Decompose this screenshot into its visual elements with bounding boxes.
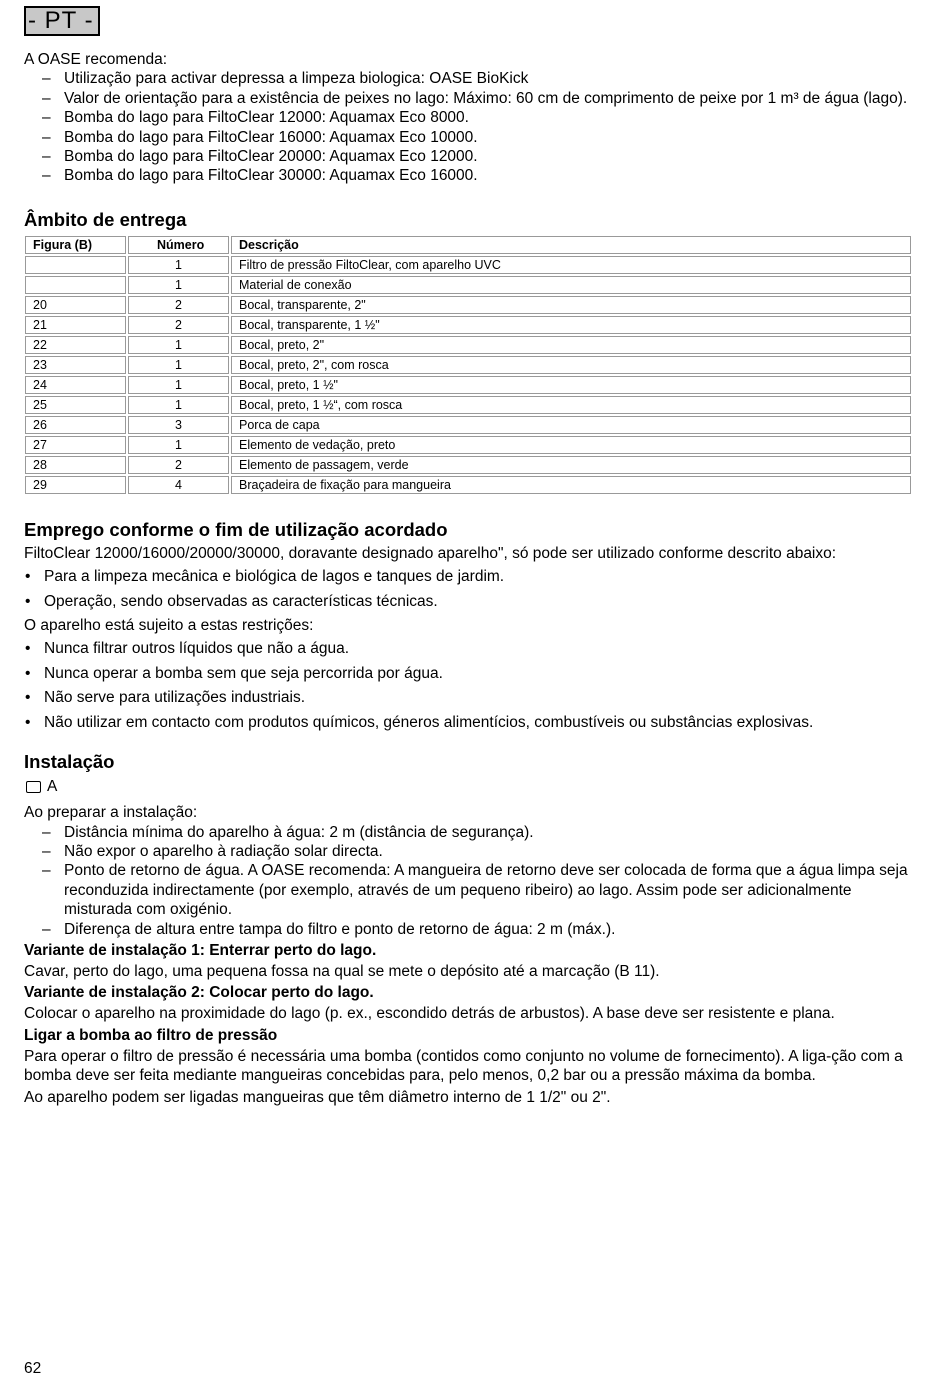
variant2-text: Colocar o aparelho na proximidade do lago (p. ex., escondido detrás de arbustos). A base deve ser resistente e plana. xyxy=(24,1005,835,1023)
scope-table xyxy=(23,234,913,496)
use-intro: FiltoClear 12000/16000/20000/30000, doravante designado aparelho", só pode ser utilizado conforme descrito abaixo: xyxy=(24,544,837,562)
list-item: • Nunca operar a bomba sem que seja percorrida por água. xyxy=(25,664,443,682)
table-row: 29 4 Braçadeira de fixação para mangueira xyxy=(25,476,911,494)
prep-list xyxy=(24,823,912,939)
list-item: – Não expor o aparelho à radiação solar directa. xyxy=(42,842,383,860)
variant2-title: Variante de instalação 2: Colocar perto do lago. xyxy=(24,984,374,1002)
list-item: • Nunca filtrar outros líquidos que não a água. xyxy=(25,640,350,658)
list-item: – Valor de orientação para a existência de peixes no lago: Máximo: 60 cm de comprimento de peixe por 1 m³ de água (lago). xyxy=(42,89,908,107)
table-row: 1 Filtro de pressão FiltoClear, com aparelho UVC xyxy=(25,256,911,274)
table-row: 26 3 Porca de capa xyxy=(25,416,911,434)
recommend-list xyxy=(24,69,912,185)
use-title: Emprego conforme o fim de utilização acordado xyxy=(24,518,448,540)
language-badge: - PT - xyxy=(24,6,100,36)
figure-reference: A xyxy=(24,777,912,797)
list-item: – Bomba do lago para FiltoClear 20000: Aquamax Eco 12000. xyxy=(42,148,478,166)
list-item: – Bomba do lago para FiltoClear 12000: Aquamax Eco 8000. xyxy=(42,109,469,127)
scope-title: Âmbito de entrega xyxy=(24,208,187,230)
figure-icon xyxy=(26,781,41,793)
list-item: – Bomba do lago para FiltoClear 16000: Aquamax Eco 10000. xyxy=(42,128,478,146)
page-number: 62 xyxy=(24,1360,42,1377)
column-header-figure: Figura (B) xyxy=(25,236,126,254)
restrictions-bullets xyxy=(24,639,912,732)
list-item: • Operação, sendo observadas as características técnicas. xyxy=(25,592,438,610)
restrictions-intro: O aparelho está sujeito a estas restrições: xyxy=(24,617,314,635)
list-item: • Não serve para utilizações industriais. xyxy=(25,689,306,707)
column-header-number: Número xyxy=(128,236,229,254)
list-item: – Utilização para activar depressa a limpeza biologica: OASE BioKick xyxy=(42,70,529,88)
pump-text: Para operar o filtro de pressão é necessária uma bomba (contidos como conjunto no volume de fornecimento). A liga-ção com a bomba deve ser feita mediante mangueiras concebidas para, pelo menos, 0,2 bar ou a pressão máxima da bomba. xyxy=(24,1047,903,1085)
variant1-title: Variante de instalação 1: Enterrar perto do lago. xyxy=(24,941,377,959)
table-row: 24 1 Bocal, preto, 1 ½" xyxy=(25,376,911,394)
document-page xyxy=(24,6,912,1107)
pump-title: Ligar a bomba ao filtro de pressão xyxy=(24,1026,278,1044)
install-title: Instalação xyxy=(24,751,115,773)
recommend-heading: A OASE recomenda: xyxy=(24,51,168,68)
table-row: 22 1 Bocal, preto, 2" xyxy=(25,336,911,354)
table-row: 1 Material de conexão xyxy=(25,276,911,294)
column-header-description: Descrição xyxy=(231,236,911,254)
table-row: 23 1 Bocal, preto, 2", com rosca xyxy=(25,356,911,374)
table-row: 21 2 Bocal, transparente, 1 ½" xyxy=(25,316,911,334)
list-item: – Ponto de retorno de água. A OASE recomenda: A mangueira de retorno deve ser colocada de forma que a água limpa seja reconduzida indirectamente (por exemplo, através de um pequeno ribeiro) ao lago. Assim pode ser adicionalmente misturada com oxigénio. xyxy=(42,862,908,919)
table-row: 20 2 Bocal, transparente, 2" xyxy=(25,296,911,314)
list-item: – Diferença de altura entre tampa do filtro e ponto de retorno de água: 2 m (máx.). xyxy=(42,920,616,938)
table-row: 28 2 Elemento de passagem, verde xyxy=(25,456,911,474)
hose-text: Ao aparelho podem ser ligadas mangueiras que têm diâmetro interno de 1 1/2" ou 2". xyxy=(24,1088,611,1106)
variant1-text: Cavar, perto do lago, uma pequena fossa na qual se mete o depósito até a marcação (B 11). xyxy=(24,962,660,980)
use-bullets xyxy=(24,567,912,611)
table-row: 25 1 Bocal, preto, 1 ½“, com rosca xyxy=(25,396,911,414)
list-item: • Não utilizar em contacto com produtos químicos, géneros alimentícios, combustíveis ou substâncias explosivas. xyxy=(25,713,814,731)
prep-intro: Ao preparar a instalação: xyxy=(24,804,198,822)
list-item: • Para a limpeza mecânica e biológica de lagos e tanques de jardim. xyxy=(25,568,505,586)
table-header-row xyxy=(25,236,911,254)
table-row: 27 1 Elemento de vedação, preto xyxy=(25,436,911,454)
list-item: – Distância mínima do aparelho à água: 2 m (distância de segurança). xyxy=(42,823,534,841)
list-item: – Bomba do lago para FiltoClear 30000: Aquamax Eco 16000. xyxy=(42,167,478,185)
